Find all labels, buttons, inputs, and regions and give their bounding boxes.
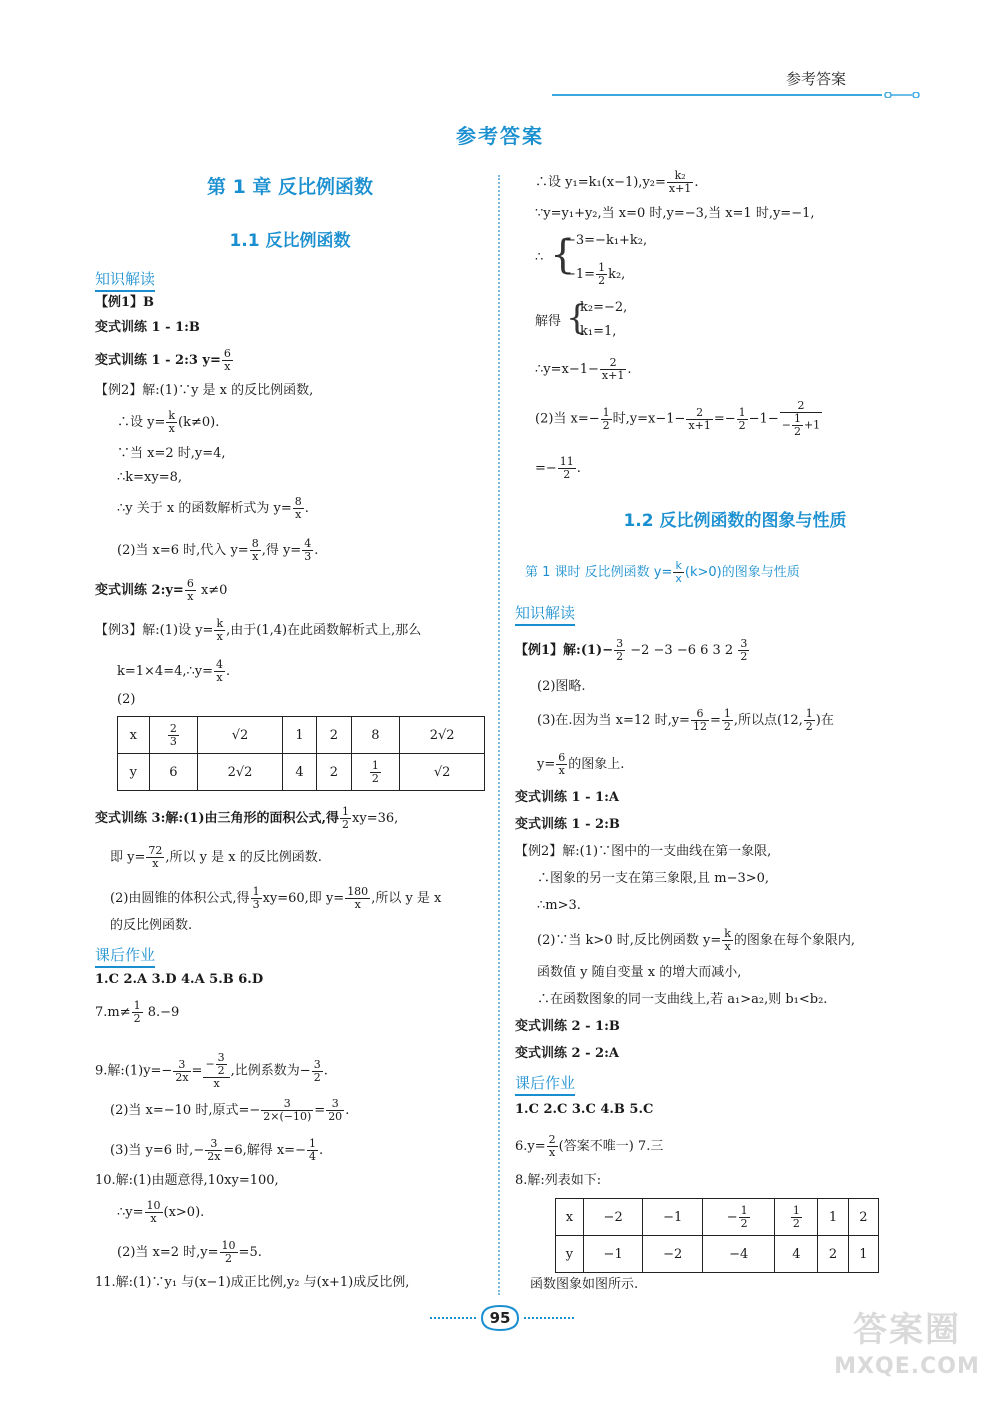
fraction: $\frac{6}{x}$ xyxy=(223,347,231,373)
watermark-bottom: MXQE.COM xyxy=(834,1354,980,1379)
answer-line: −1= xyxy=(565,267,596,282)
answer-line: 【例2】解:(1)∵图中的一支曲线在第一象限, xyxy=(515,844,772,859)
fraction: $\frac{3}{2x}$ xyxy=(175,1057,189,1084)
answer-line: 11.解:(1)∵y₁ 与(x−1)成正比例,y₂ 与(x+1)成反比例, xyxy=(95,1275,410,1290)
table-cell: 6 xyxy=(149,754,198,791)
watermark-top: 答案圈 xyxy=(853,1310,961,1350)
fraction: $\frac{\text{k₂}}{x+1}$ xyxy=(668,169,692,195)
answer-line: (2) xyxy=(117,692,136,707)
answer-line: 变式训练 2:y= xyxy=(95,583,184,598)
table-cell: 1 xyxy=(848,1236,878,1273)
answer-line: ,所以 y 是 x xyxy=(371,891,442,906)
answer-line: 变式训练 1 - 2:B xyxy=(515,817,620,832)
fraction: $\frac{1}{4}$ xyxy=(308,1137,316,1163)
answer-line: k₂=−2, xyxy=(580,300,628,315)
table-cell: y xyxy=(556,1236,584,1273)
answer-line: ,所以点 xyxy=(733,713,777,728)
answer-line: ∵当 x=2 时,y=4, xyxy=(117,446,226,461)
brace: { xyxy=(550,232,576,278)
answer-line: (2)当 x=− xyxy=(535,411,600,427)
answer-line: (3)在.因为当 x=12 时,y= xyxy=(537,713,690,728)
table-cell: 1 xyxy=(818,1199,848,1236)
fraction: $\frac{180}{x}$ xyxy=(347,885,369,911)
answer-line: 的图象上. xyxy=(568,757,625,772)
table-cell: √2 xyxy=(400,754,485,791)
table-cell: 4 xyxy=(775,1236,818,1273)
answer-line: ∴k=xy=8, xyxy=(117,470,183,485)
table-cell: $\frac{1}{2}$ xyxy=(351,754,400,791)
answer-line: (x>0). xyxy=(163,1205,205,1220)
answer-line: ∴y=x−1− xyxy=(535,362,599,377)
answer-line: (k≠0). xyxy=(178,415,220,430)
table-cell: − $\frac{1}{2}$ xyxy=(703,1199,775,1236)
table-cell: 8 xyxy=(351,717,400,754)
table-cell: x xyxy=(118,717,150,754)
answer-line: 8.解:列表如下: xyxy=(515,1173,602,1188)
answer-line: 解得 xyxy=(535,314,562,329)
table-cell: 2 xyxy=(317,717,351,754)
fraction: $\frac{k}{x}$ xyxy=(168,409,176,435)
answer-line: (2)图略. xyxy=(537,679,586,694)
fraction: $\frac{1}{2}$ xyxy=(133,999,141,1025)
answer-line: = xyxy=(191,1063,203,1079)
answer-line: =6,解得 x=− xyxy=(223,1143,306,1158)
column-divider xyxy=(498,175,500,1295)
answer-line: 6.y= xyxy=(515,1139,546,1154)
answer-line: (2)由圆锥的体积公式,得 xyxy=(110,891,250,906)
answer-line: 变式训练 2 - 2:A xyxy=(515,1046,619,1061)
table-cell: 2 xyxy=(317,754,351,791)
answer-line: ∴设 y= xyxy=(117,415,166,430)
table-cell: x xyxy=(556,1199,584,1236)
header-label: 参考答案 xyxy=(786,70,847,88)
answer-line: ∴m>3. xyxy=(537,898,581,913)
answer-line: ∴ xyxy=(535,250,544,265)
table-cell: 2√2 xyxy=(198,754,283,791)
value-table-2 xyxy=(555,1198,879,1273)
answer-line: 【例2】解:(1)∵y 是 x 的反比例函数, xyxy=(95,383,314,398)
section-tag-knowledge: 知识解读 xyxy=(95,268,155,292)
fraction: $\frac{3}{20}$ xyxy=(328,1097,343,1123)
page-number: 95 xyxy=(489,1309,511,1327)
fraction: $\frac{6}{x}$ xyxy=(186,577,194,603)
answer-line: 【例1】B xyxy=(95,295,155,310)
answer-line: k=1×4=4,∴y= xyxy=(117,664,214,679)
answer-line: 变式训练 3:解:(1)由三角形的面积公式,得 xyxy=(95,811,340,826)
answer-line: ∴y= xyxy=(117,1205,144,1220)
table-cell: y xyxy=(118,754,150,791)
answer-line: 在 xyxy=(820,713,834,728)
fraction: $\frac{3}{2x}$ xyxy=(207,1137,221,1163)
fraction: $\frac{2}{x+1}$ xyxy=(688,405,711,432)
answer-line: k₁=1, xyxy=(580,324,617,339)
fraction: $\frac{4}{x}$ xyxy=(216,658,224,684)
answer-line: xy=36, xyxy=(352,811,399,826)
answer-line: ,由于(1,4)在此函数解析式上,那么 xyxy=(226,623,422,638)
brace: { xyxy=(566,298,588,338)
answer-line: 变式训练 2 - 1:B xyxy=(515,1019,620,1034)
answer-line: k₂, xyxy=(608,267,626,282)
watermark-logo xyxy=(822,1308,992,1396)
lesson-title: 第 1 课时 反比例函数 y= $\frac{k}{x}$ (k>0)的图象与性质 xyxy=(525,559,800,585)
footer-dots-left xyxy=(430,1317,476,1321)
table-cell: $\frac{1}{2}$ xyxy=(775,1199,818,1236)
section-tag-homework: 课后作业 xyxy=(95,944,155,968)
answer-line: =− xyxy=(713,411,736,427)
fraction: $\frac{3}{2}$ xyxy=(616,637,624,663)
answer-line: (2)当 x=6 时,代入 y= xyxy=(117,543,249,558)
fraction: $\frac{6}{12}$ xyxy=(692,707,707,733)
answer-line: (2)当 x=2 时,y= xyxy=(117,1245,219,1260)
section-1-2: 1.2 反比例函数的图象与性质 xyxy=(623,511,847,531)
answer-line: −2 −3 −6 6 3 2 xyxy=(626,643,734,658)
answer-line: ∴设 y₁=k₁(x−1),y₂= xyxy=(535,175,666,190)
table-cell: √2 xyxy=(198,717,283,754)
fraction: $\frac{10}{x}$ xyxy=(146,1199,161,1225)
answer-line: 10.解:(1)由题意得,10xy=100, xyxy=(95,1173,279,1188)
answer-line: 即 y= xyxy=(110,850,146,865)
answer-line: (2)∵当 k>0 时,反比例函数 y= xyxy=(537,933,722,948)
answer-line: ∴y 关于 x 的函数解析式为 y= xyxy=(117,501,292,516)
answer-line: 【例1】解:(1)− xyxy=(515,643,614,658)
footer-dots-right xyxy=(524,1317,574,1321)
answer-line: xy=60,即 y= xyxy=(262,891,345,906)
fraction: $\frac{3}{2}$ xyxy=(313,1057,321,1084)
answer-line: 1.C 2.C 3.C 4.B 5.C xyxy=(515,1102,654,1117)
answer-line: ∴在函数图象的同一支曲线上,若 a₁>a₂,则 b₁<b₂. xyxy=(537,992,828,1007)
answer-line: ,比例系数为− xyxy=(230,1063,311,1079)
header-decor-line xyxy=(552,92,922,98)
answer-line: 9.解:(1)y=− xyxy=(95,1063,173,1079)
fraction: $\frac{11}{2}$ xyxy=(559,455,574,481)
table-cell: −2 xyxy=(643,1236,703,1273)
answer-line: 7.m≠ xyxy=(95,1005,131,1020)
section-1-1: 1.1 反比例函数 xyxy=(229,231,351,251)
fraction: $\frac{10}{2}$ xyxy=(221,1239,236,1265)
answer-line: −3=−k₁+k₂, xyxy=(565,233,648,248)
fraction: 2 − $\frac{1}{2}$ +1 xyxy=(781,399,821,438)
section-tag-homework: 课后作业 xyxy=(515,1072,575,1096)
answer-line: =− xyxy=(535,461,557,476)
answer-line: 函数值 y 随自变量 x 的增大而减小, xyxy=(537,965,742,980)
answer-line: = xyxy=(314,1103,326,1118)
fraction: $\frac{2}{x+1}$ xyxy=(601,356,625,382)
answer-line: (3)当 y=6 时,− xyxy=(110,1143,205,1158)
table-cell: −4 xyxy=(703,1236,775,1273)
answer-line: = xyxy=(709,713,721,728)
fraction: $\frac{1}{3}$ xyxy=(252,885,260,911)
table-cell: 1 xyxy=(282,717,316,754)
answer-line: (2)当 x=−10 时,原式=− xyxy=(110,1103,261,1118)
answer-line: (答案不唯一) 7.三 xyxy=(558,1139,664,1154)
fraction: $\frac{1}{2}$ xyxy=(342,805,350,831)
answer-line: 变式训练 1 - 2:3 y= xyxy=(95,353,221,368)
answer-line: ∴图象的另一支在第三象限,且 m−3>0, xyxy=(537,871,770,886)
fraction: $\frac{k}{x}$ xyxy=(724,927,731,953)
answer-line: 函数图象如图所示. xyxy=(530,1277,639,1292)
fraction: $\frac{4}{3}$ xyxy=(304,537,312,563)
answer-line: 变式训练 1 - 1:B xyxy=(95,320,200,335)
fraction: $\frac{72}{x}$ xyxy=(148,844,163,870)
table-cell: 2 xyxy=(848,1199,878,1236)
fraction: $\frac{3}{2\times(-10)}$ xyxy=(263,1097,312,1123)
table-cell: −1 xyxy=(583,1236,643,1273)
answer-line: ∵y=y₁+y₂,当 x=0 时,y=−3,当 x=1 时,y=−1, xyxy=(535,206,815,221)
answer-line: x≠0 xyxy=(196,583,228,598)
section-tag-knowledge: 知识解读 xyxy=(515,602,575,626)
page-title: 参考答案 xyxy=(456,124,544,148)
fraction: $\frac{3}{2}$ xyxy=(740,637,748,663)
fraction: $\frac{1}{2}$ xyxy=(738,405,746,432)
fraction: $\frac{1}{2}$ xyxy=(723,707,731,733)
answer-line: 8.−9 xyxy=(143,1005,180,1020)
table-cell: −2 xyxy=(583,1199,643,1236)
answer-line: 1.C 2.A 3.D 4.A 5.B 6.D xyxy=(95,972,264,987)
answer-line: 的反比例函数. xyxy=(110,918,193,933)
value-table-1 xyxy=(117,716,485,791)
table-cell: 2 xyxy=(818,1236,848,1273)
fraction: $\frac{8}{x}$ xyxy=(251,537,259,563)
answer-line: =5. xyxy=(238,1245,262,1260)
table-cell: $\frac{2}{3}$ xyxy=(149,717,198,754)
table-cell: 2√2 xyxy=(400,717,485,754)
fraction: $\frac{6}{x}$ xyxy=(558,751,566,777)
answer-line: 变式训练 1 - 1:A xyxy=(515,790,619,805)
fraction: $\frac{k}{x}$ xyxy=(216,617,224,643)
table-cell: 4 xyxy=(282,754,316,791)
chapter-title: 第 1 章 反比例函数 xyxy=(206,176,374,198)
answer-line: 时,y=x−1− xyxy=(612,411,686,427)
answer-line: ,所以 y 是 x 的反比例函数. xyxy=(165,850,322,865)
answer-line: y= xyxy=(537,757,556,772)
fraction: $\frac{1}{2}$ xyxy=(598,261,606,287)
fraction: $\frac{8}{x}$ xyxy=(294,495,302,521)
table-cell: −1 xyxy=(643,1199,703,1236)
fraction: $\frac{2}{x}$ xyxy=(548,1133,556,1159)
fraction: − $\frac{3}{2}$ x xyxy=(203,1052,229,1090)
answer-line: 【例3】解:(1)设 y= xyxy=(95,623,214,638)
answer-line: ,得 y= xyxy=(261,543,302,558)
answer-line: −1− xyxy=(748,411,779,427)
fraction: $\frac{1}{2}$ xyxy=(602,405,610,432)
answer-line: 的图象在每个象限内, xyxy=(733,933,856,948)
